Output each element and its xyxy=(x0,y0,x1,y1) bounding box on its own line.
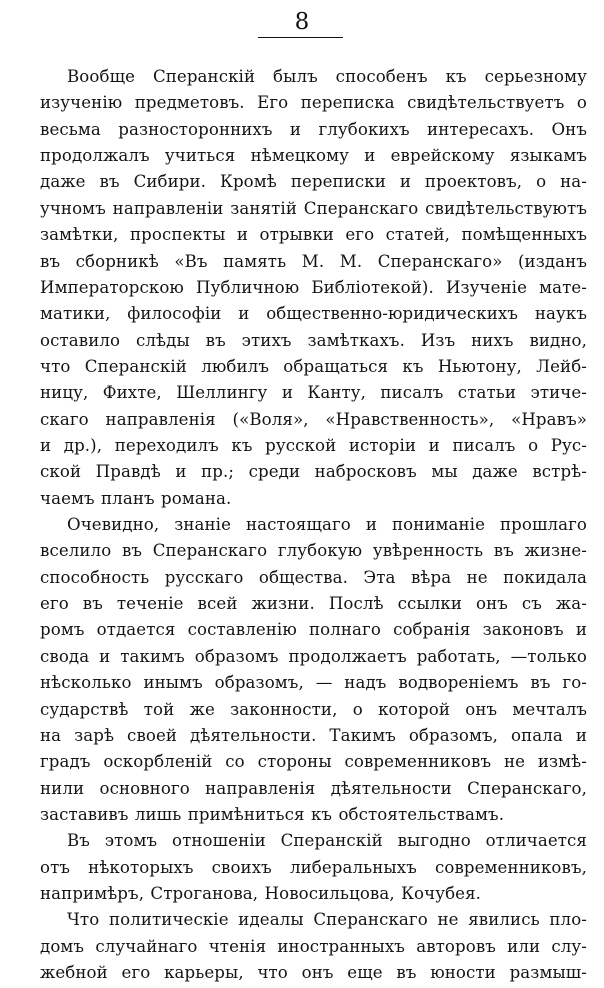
text-line: Въ этомъ отношеніи Сперанскій выгодно отличается xyxy=(67,831,587,851)
text-line: способность русскаго общества. Эта вѣра не покидала xyxy=(40,567,587,587)
text-line: градъ оскорбленій со стороны современниковъ не измѣ- xyxy=(40,752,587,772)
text-line: отъ нѣкоторыхъ своихъ либеральныхъ современниковъ, xyxy=(40,857,587,877)
text-line: нѣсколько инымъ образомъ, — надъ водвореніемъ въ го- xyxy=(40,673,587,693)
text-line: напримѣръ, Строганова, Новосильцова, Кочубея. xyxy=(40,883,482,903)
text-line: ской Правдѣ и пр.; среди набросковъ мы даже встрѣ- xyxy=(40,462,587,482)
text-line: учномъ направленіи занятій Сперанскаго свидѣтельствуютъ xyxy=(40,198,587,218)
text-line: вселило въ Сперанскаго глубокую увѣренность въ жизне- xyxy=(40,541,587,561)
text-line: Императорскою Публичною Библіотекой). Изученіе мате- xyxy=(40,277,587,297)
text-line: заставивъ лишь примѣниться къ обстоятельствамъ. xyxy=(40,804,505,824)
text-line: продолжалъ учиться нѣмецкому и еврейскому языкамъ xyxy=(40,146,587,166)
text-line: матики, философіи и общественно-юридическихъ наукъ xyxy=(40,304,587,324)
text-line: даже въ Сибири. Кромѣ переписки и проектовъ, о на- xyxy=(40,172,587,192)
page-number: 8 xyxy=(294,9,310,35)
text-line: сударствѣ той же законности, о которой онъ мечталъ xyxy=(40,699,587,719)
text-line: на зарѣ своей дѣятельности. Такимъ образомъ, опала и xyxy=(40,725,587,745)
text-line: изученію предметовъ. Его переписка свидѣтельствуетъ о xyxy=(40,93,587,113)
text-line: въ сборникѣ «Въ память М. М. Сперанскаго» (изданъ xyxy=(40,251,587,271)
text-line: Очевидно, знаніе настоящаго и пониманіе прошлаго xyxy=(67,515,587,534)
text-line: Что политическіе идеалы Сперанскаго не явились пло- xyxy=(67,910,587,930)
text-line: домъ случайнаго чтенія иностранныхъ авторовъ или слу- xyxy=(40,936,587,956)
text-line: свода и такимъ образомъ продолжаетъ работать, —только xyxy=(40,646,587,666)
text-line: жебной его карьеры, что онъ еще въ юности размыш- xyxy=(40,963,587,982)
text-line: чаемъ планъ романа. xyxy=(40,488,232,508)
text-line: Вообще Сперанскій былъ способенъ къ серьезному xyxy=(67,67,587,86)
text-line: ницу, Фихте, Шеллингу и Канту, писалъ статьи этиче- xyxy=(40,383,587,403)
text-line: замѣтки, проспекты и отрывки его статей, помѣщенныхъ xyxy=(40,225,587,245)
text-line: его въ теченіе всей жизни. Послѣ ссылки онъ съ жа- xyxy=(40,594,587,614)
text-line: весьма разностороннихъ и глубокихъ интересахъ. Онъ xyxy=(40,119,587,139)
text-line: нили основного направленія дѣятельности Сперанскаго, xyxy=(40,778,587,798)
text-line: что Сперанскій любилъ обращаться къ Ньютону, Лейб- xyxy=(40,356,587,376)
header-rule xyxy=(258,37,343,38)
text-line: и др.), переходилъ къ русской исторіи и писалъ о Рус- xyxy=(40,435,587,455)
text-line: скаго направленія («Воля», «Нравственность», «Нравъ» xyxy=(40,409,587,429)
text-line: оставило слѣды въ этихъ замѣткахъ. Изъ нихъ видно, xyxy=(40,330,587,350)
text-line: ромъ отдается составленію полнаго собранія законовъ и xyxy=(40,620,587,640)
